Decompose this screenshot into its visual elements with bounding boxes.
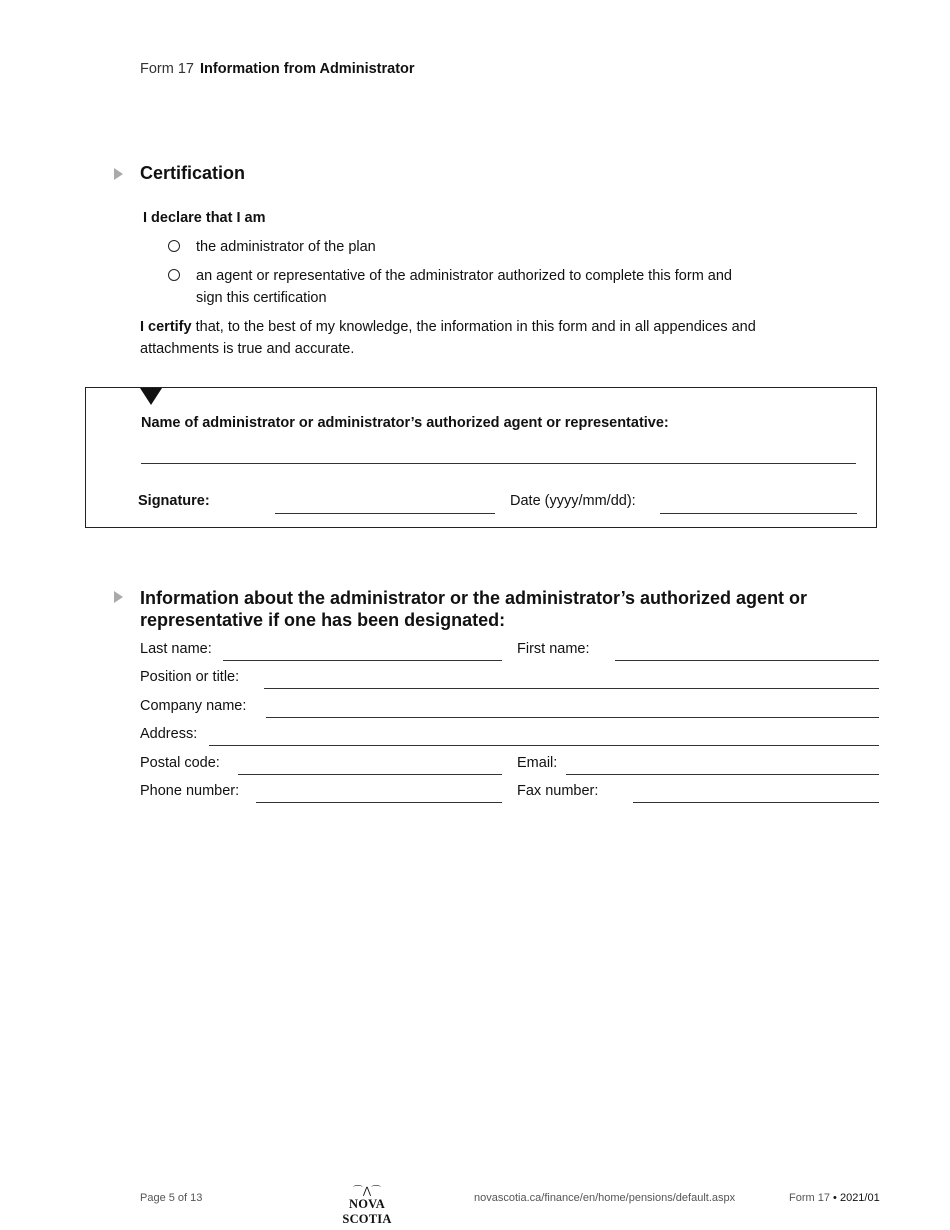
email-label: Email: [517, 755, 558, 771]
fax-field[interactable] [633, 802, 879, 803]
footer-form: Form 17 [789, 1192, 830, 1204]
position-field[interactable] [264, 688, 879, 689]
phone-label: Phone number: [140, 783, 240, 799]
address-field[interactable] [209, 745, 879, 746]
company-field[interactable] [266, 717, 879, 718]
logo-text: NOVA SCOTIA [342, 1197, 392, 1226]
section-arrow-icon [114, 168, 123, 180]
fax-label: Fax number: [517, 783, 599, 799]
radio-administrator[interactable] [168, 240, 180, 252]
name-field[interactable] [141, 463, 856, 464]
form-title: Information from Administrator [200, 61, 415, 77]
section-arrow-icon [114, 591, 123, 603]
form-number: Form 17 [140, 61, 194, 77]
info-title [140, 587, 807, 631]
signature-field[interactable] [275, 513, 495, 514]
email-field[interactable] [566, 774, 879, 775]
date-field[interactable] [660, 513, 857, 514]
last-name-field[interactable] [223, 660, 502, 661]
certify-text: that, to the best of my knowledge, the information in this form and in all appendices and attachments is true and accurate. [140, 319, 756, 357]
logo-bird-icon: ⌒⋀⌒ [352, 1186, 382, 1197]
phone-field[interactable] [256, 802, 502, 803]
postal-code-field[interactable] [238, 774, 502, 775]
address-label: Address: [140, 726, 198, 742]
info-title-line2: representative if one has been designated: [140, 610, 506, 630]
signature-label: Signature: [138, 493, 210, 509]
postal-code-label: Postal code: [140, 755, 220, 771]
footer-version: 2021/01 [839, 1192, 880, 1204]
company-label: Company name: [140, 698, 247, 714]
footer-form-version [789, 1192, 880, 1204]
info-title-line1: Information about the administrator or the administrator’s authorized agent or [140, 588, 808, 608]
nova-scotia-logo [327, 1182, 407, 1227]
certify-statement [140, 316, 820, 360]
page-number: Page 5 of 13 [140, 1192, 203, 1204]
footer-url[interactable]: novascotia.ca/finance/en/home/pensions/default.aspx [474, 1192, 736, 1204]
declare-label: I declare that I am [143, 210, 266, 226]
last-name-label: Last name: [140, 641, 212, 657]
page-header [140, 61, 415, 77]
position-label: Position or title: [140, 669, 240, 685]
radio-agent[interactable] [168, 269, 180, 281]
first-name-label: First name: [517, 641, 590, 657]
option-agent-label [196, 265, 732, 309]
footer-bullet: • [833, 1192, 837, 1204]
first-name-field[interactable] [615, 660, 879, 661]
option-agent-line2: sign this certification [196, 290, 327, 306]
option-agent-line1: an agent or representative of the administrator authorized to complete this form and [196, 268, 732, 284]
certify-bold: I certify [140, 319, 192, 335]
certification-title: Certification [140, 163, 246, 183]
name-label: Name of administrator or administrator’s authorized agent or representative: [141, 415, 669, 431]
date-label: Date (yyyy/mm/dd): [510, 493, 636, 509]
box-pointer-icon [140, 388, 162, 405]
option-administrator-label: the administrator of the plan [196, 239, 376, 255]
